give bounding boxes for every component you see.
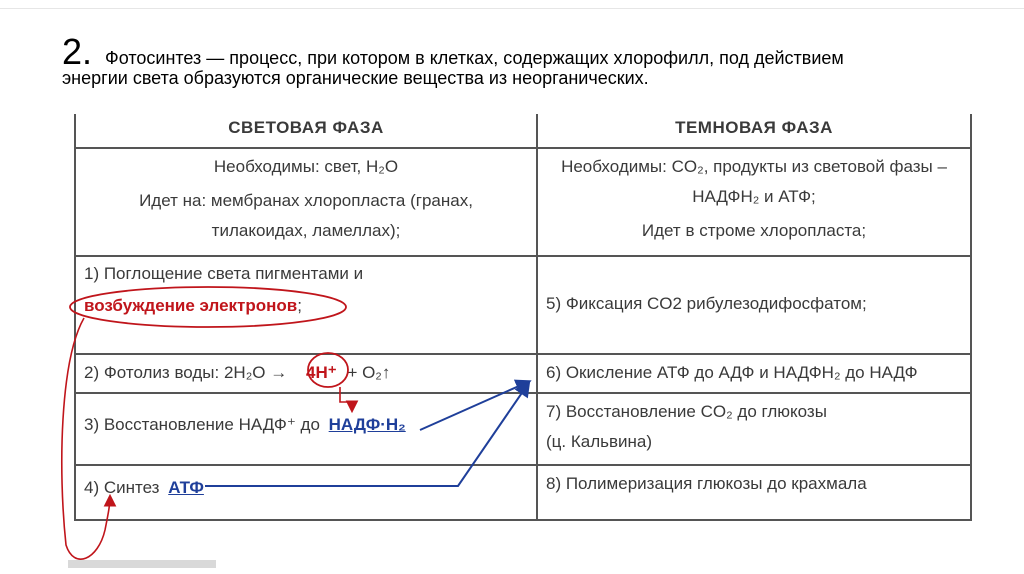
grid-line <box>74 255 972 257</box>
bottom-scroll-bar <box>68 560 216 568</box>
grid-line <box>970 114 972 521</box>
highlight-atp: АТФ <box>168 478 204 497</box>
dark-step-5: 5) Фиксация CO2 рибулезодифосфатом; <box>546 294 867 313</box>
dark-req-line-3: Идет в строме хлоропласта; <box>641 221 867 240</box>
slide-number: 2. <box>62 31 93 72</box>
light-requirements <box>76 155 536 243</box>
light-step-2-prefix: 2) Фотолиз воды: 2H₂O → <box>84 363 288 382</box>
light-step-2-suffix: + O₂↑ <box>347 363 391 382</box>
highlight-4h-plus: 4H⁺ <box>305 363 337 382</box>
light-step-1-line-1: 1) Поглощение света пигментами и <box>84 264 364 283</box>
light-step-4-prefix: 4) Синтез <box>84 478 160 497</box>
grid-line <box>74 392 972 394</box>
light-step-3-prefix: 3) Восстановление НАДФ⁺ до <box>84 415 320 434</box>
dark-step-8: 8) Полимеризация глюкозы до крахмала <box>546 474 867 493</box>
highlight-electron-excitation: возбуждение электронов <box>84 296 298 315</box>
heading-line-1: Фотосинтез — процесс, при котором в клетках, содержащих хлорофилл, под действием <box>105 48 844 68</box>
highlight-nadph2: НАДФ·H₂ <box>328 415 406 434</box>
header-light-phase: СВЕТОВАЯ ФАЗА <box>228 118 384 137</box>
header-dark-phase: ТЕМНОВАЯ ФАЗА <box>675 118 833 137</box>
heading-line-2: энергии света образуются органические вещества из неорганических. <box>62 68 649 88</box>
grid-line <box>74 464 972 466</box>
light-req-line-2: Идет на: мембранах хлоропласта (гранах, <box>139 191 473 210</box>
dark-requirements <box>538 155 970 243</box>
light-req-line-1: Необходимы: свет, H₂O <box>213 157 399 176</box>
dark-req-line-2: НАДФН₂ и АТФ; <box>692 187 816 206</box>
dark-step-7 <box>546 400 966 454</box>
dark-step-7-line-1: 7) Восстановление CO₂ до глюкозы <box>546 402 827 421</box>
dark-req-line-1: Необходимы: CO₂, продукты из световой фазы – <box>561 157 947 176</box>
dark-step-7-line-2: (ц. Кальвина) <box>546 432 653 451</box>
light-step-3 <box>84 413 534 437</box>
dark-step-6: 6) Окисление АТФ до АДФ и НАДФН₂ до НАДФ <box>546 363 918 382</box>
grid-line <box>74 353 972 355</box>
light-step-4 <box>84 476 534 500</box>
light-req-line-3: тилакоидах, ламеллах); <box>211 221 401 240</box>
grid-line <box>74 147 972 149</box>
light-step-1-end: ; <box>297 296 302 315</box>
grid-line <box>74 519 972 521</box>
light-step-2 <box>84 361 534 385</box>
light-step-1 <box>84 262 534 318</box>
